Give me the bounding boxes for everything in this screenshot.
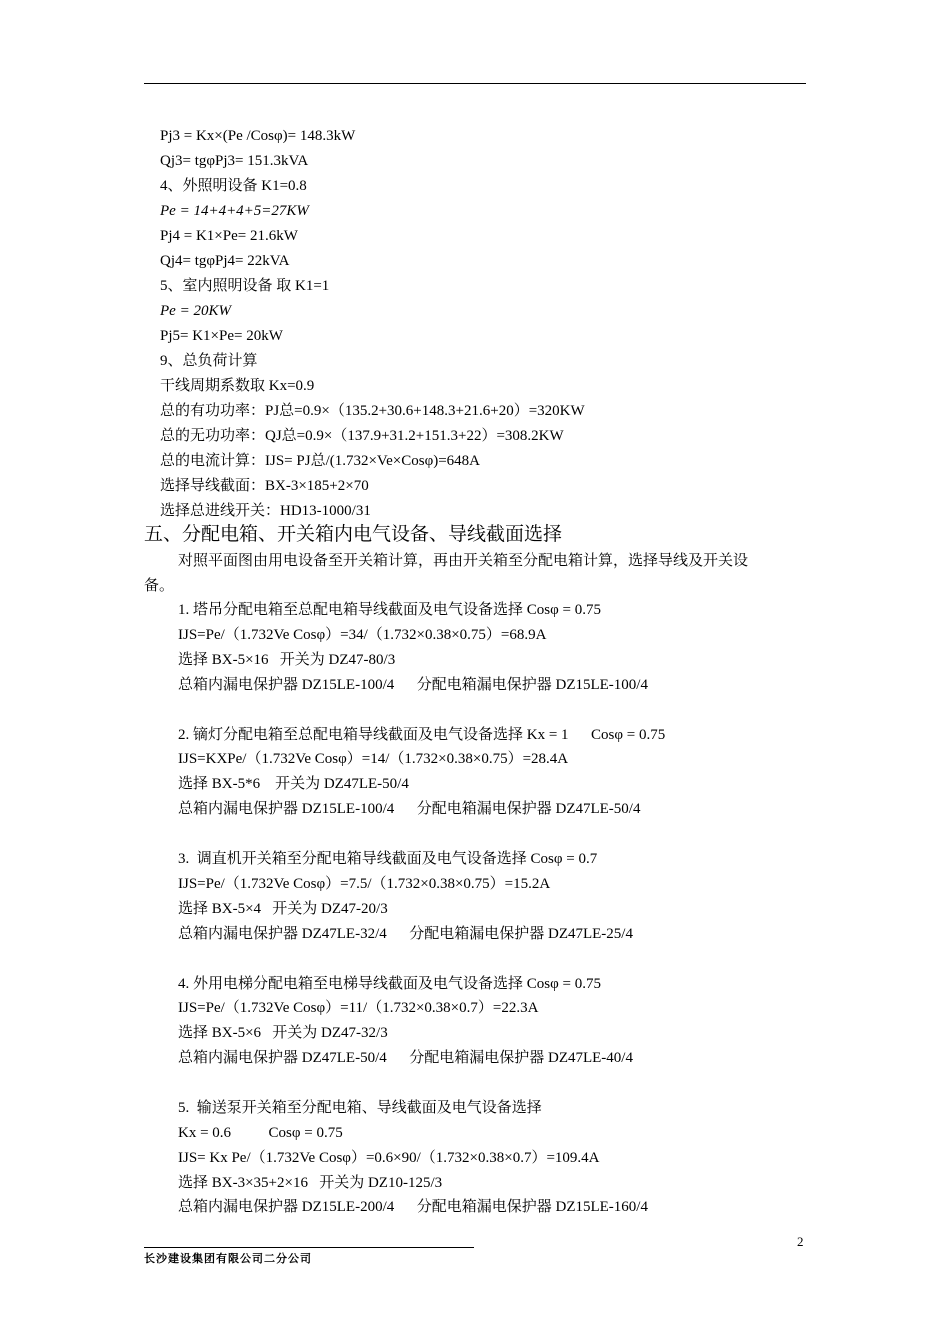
- block4-selection: 选择 BX-5×6 开关为 DZ47-32/3: [178, 1025, 388, 1041]
- item-outdoor-lighting: 4、外照明设备 K1=0.8: [160, 178, 307, 194]
- block4-protectors: 总箱内漏电保护器 DZ47LE-50/4 分配电箱漏电保护器 DZ47LE-40/4: [178, 1050, 633, 1066]
- formula-pe-20: Pe = 20KW: [160, 303, 231, 319]
- formula-pj3: Pj3 = Kx×(Pe /Cosφ)= 148.3kW: [160, 128, 356, 144]
- block1-current: IJS=Pe/（1.732Ve Cosφ）=34/（1.732×0.38×0.75）=68.9A: [178, 627, 547, 643]
- trunk-coefficient: 干线周期系数取 Kx=0.9: [160, 378, 315, 394]
- block5-title: 5. 输送泵开关箱至分配电箱、导线截面及电气设备选择: [178, 1100, 542, 1116]
- block3-protectors: 总箱内漏电保护器 DZ47LE-32/4 分配电箱漏电保护器 DZ47LE-25/4: [178, 926, 633, 942]
- block3-title: 3. 调直机开关箱至分配电箱导线截面及电气设备选择 Cosφ = 0.7: [178, 851, 598, 867]
- block2-title: 2. 镝灯分配电箱至总配电箱导线截面及电气设备选择 Kx = 1 Cosφ = 0.75: [178, 727, 666, 743]
- formula-qj3: Qj3= tgφPj3= 151.3kVA: [160, 153, 309, 169]
- formula-pj5: Pj5= K1×Pe= 20kW: [160, 328, 283, 344]
- header-rule: [144, 83, 806, 84]
- footer-rule: [144, 1247, 474, 1248]
- block5-factors: Kx = 0.6 Cosφ = 0.75: [178, 1125, 343, 1141]
- total-current: 总的电流计算：IJS= PJ总/(1.732×Ve×Cosφ)=648A: [160, 453, 481, 469]
- item-indoor-lighting: 5、室内照明设备 取 K1=1: [160, 278, 330, 294]
- block5-protectors: 总箱内漏电保护器 DZ15LE-200/4 分配电箱漏电保护器 DZ15LE-160/4: [178, 1199, 648, 1215]
- block4-title: 4. 外用电梯分配电箱至电梯导线截面及电气设备选择 Cosφ = 0.75: [178, 976, 601, 992]
- block2-current: IJS=KXPe/（1.732Ve Cosφ）=14/（1.732×0.38×0.75）=28.4A: [178, 751, 569, 767]
- wire-section-choice: 选择导线截面：BX-3×185+2×70: [160, 478, 369, 494]
- block2-protectors: 总箱内漏电保护器 DZ15LE-100/4 分配电箱漏电保护器 DZ47LE-50/4: [178, 801, 641, 817]
- total-active-power: 总的有功功率：PJ总=0.9×（135.2+30.6+148.3+21.6+20）=320KW: [160, 403, 585, 419]
- block5-current: IJS= Kx Pe/（1.732Ve Cosφ）=0.6×90/（1.732×0.38×0.7）=109.4A: [178, 1150, 600, 1166]
- block1-selection: 选择 BX-5×16 开关为 DZ47-80/3: [178, 652, 396, 668]
- total-reactive-power: 总的无功功率：QJ总=0.9×（137.9+31.2+151.3+22）=308.2KW: [160, 428, 564, 444]
- block3-current: IJS=Pe/（1.732Ve Cosφ）=7.5/（1.732×0.38×0.75）=15.2A: [178, 876, 551, 892]
- intro-paragraph-line2: 备。: [144, 578, 175, 594]
- formula-pj4: Pj4 = K1×Pe= 21.6kW: [160, 228, 298, 244]
- intro-paragraph-line1: 对照平面图由用电设备至开关箱计算，再由开关箱至分配电箱计算，选择导线及开关设: [178, 553, 749, 569]
- block1-protectors: 总箱内漏电保护器 DZ15LE-100/4 分配电箱漏电保护器 DZ15LE-100/4: [178, 677, 648, 693]
- formula-pe-27: Pe = 14+4+4+5=27KW: [160, 203, 309, 219]
- section-heading: 五、分配电箱、开关箱内电气设备、导线截面选择: [144, 524, 563, 545]
- block5-selection: 选择 BX-3×35+2×16 开关为 DZ10-125/3: [178, 1175, 443, 1191]
- item-total-load: 9、总负荷计算: [160, 353, 258, 369]
- footer-company: 长沙建设集团有限公司二分公司: [144, 1252, 312, 1265]
- main-switch-choice: 选择总进线开关：HD13-1000/31: [160, 503, 371, 519]
- block4-current: IJS=Pe/（1.732Ve Cosφ）=11/（1.732×0.38×0.7）=22.3A: [178, 1000, 539, 1016]
- page-number: 2: [797, 1234, 804, 1249]
- formula-qj4: Qj4= tgφPj4= 22kVA: [160, 253, 290, 269]
- block2-selection: 选择 BX-5*6 开关为 DZ47LE-50/4: [178, 776, 409, 792]
- block3-selection: 选择 BX-5×4 开关为 DZ47-20/3: [178, 901, 388, 917]
- block1-title: 1. 塔吊分配电箱至总配电箱导线截面及电气设备选择 Cosφ = 0.75: [178, 602, 601, 618]
